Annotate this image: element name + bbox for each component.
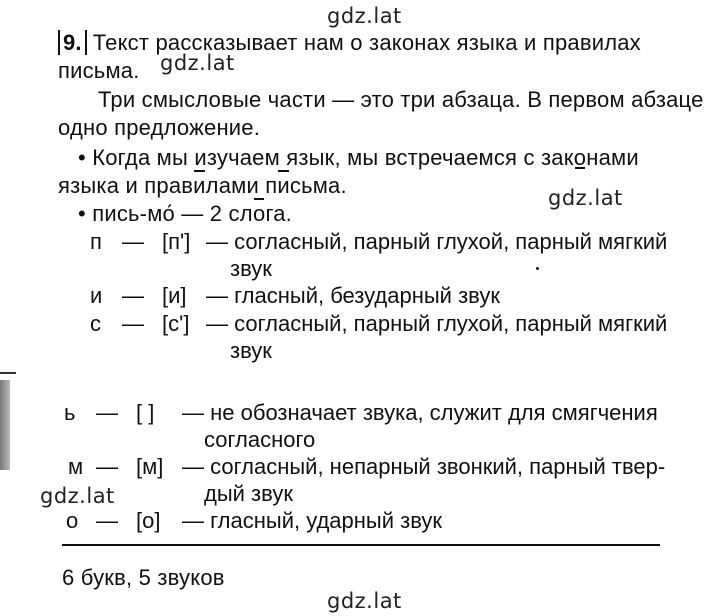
bullet-2-text-a: • пись-мо́ — 2 сл <box>78 201 254 226</box>
bullet-1-line-1 <box>78 145 639 171</box>
row-letter: п <box>90 229 102 254</box>
bullet-2-text-b: га. <box>265 201 292 226</box>
row-description: — гласный, ударный звук <box>182 508 443 533</box>
row-sound: [м] <box>136 454 164 479</box>
summary-divider <box>62 544 660 546</box>
bullet-1-text-e: сьма. <box>289 173 347 198</box>
row-sound: [п'] <box>162 229 191 254</box>
watermark-lower-left: gdz.lat <box>40 484 115 508</box>
watermark-upper-left: gdz.lat <box>160 51 235 75</box>
stray-dot <box>536 267 539 270</box>
row-description: — согласный, непарный звонкий, парный твер- <box>182 454 666 479</box>
row-letter: о <box>66 508 79 533</box>
scan-edge-shadow <box>0 380 10 470</box>
row-description: — согласный, парный глухой, парный мягкий <box>206 229 668 254</box>
row-description-cont: звук <box>230 256 272 281</box>
bullet-1-text-c: языка и прав <box>58 173 194 198</box>
row-dash: — <box>122 283 144 308</box>
intro-line-1 <box>58 30 641 56</box>
bullet-2-line <box>78 201 292 227</box>
paragraph-line-2: одно предложение. <box>58 115 261 140</box>
row-sound: [о] <box>136 508 161 533</box>
bullet-1-text-d: лами п <box>205 173 278 198</box>
row-description: — не обозначает звука, служит для смягчения <box>182 400 658 425</box>
unstressed-vowel-mark: и <box>277 173 290 198</box>
scan-margin-mark <box>0 372 16 374</box>
exercise-number: 9. <box>58 30 87 55</box>
row-sound: [ ] <box>136 400 155 425</box>
row-sound: [с'] <box>162 311 190 336</box>
intro-line-2: письма. <box>58 58 140 83</box>
row-description-cont: звук <box>230 338 272 363</box>
watermark-right: gdz.lat <box>548 186 623 210</box>
row-dash: — <box>96 400 118 425</box>
row-description: — согласный, парный глухой, парный мягкий <box>206 311 668 336</box>
watermark-bottom: gdz.lat <box>327 589 402 613</box>
row-dash: — <box>122 311 144 336</box>
row-letter: м <box>68 454 84 479</box>
row-letter: с <box>90 311 101 336</box>
row-description: — гласный, безударный звук <box>206 283 501 308</box>
row-dash: — <box>96 508 118 533</box>
bullet-1-text-b: нами <box>586 145 639 170</box>
bullet-1-line-2 <box>58 173 347 199</box>
row-sound: [и] <box>162 283 187 308</box>
unstressed-vowel-mark: и <box>193 173 206 198</box>
row-description-cont: дый звук <box>204 481 293 506</box>
unstressed-vowel-mark: о <box>573 145 587 170</box>
summary-line: 6 букв, 5 звуков <box>62 565 225 590</box>
row-description-cont: согласного <box>204 427 316 452</box>
unstressed-vowel-mark: о <box>253 201 266 226</box>
bullet-1-text-a: • Когда мы изучаем язык, мы встречаемся с зак <box>78 145 574 170</box>
paragraph-line-1: Три смысловые части — это три абзаца. В первом абзаце <box>98 87 704 112</box>
row-letter: ь <box>64 400 76 425</box>
row-dash: — <box>96 454 118 479</box>
row-letter: и <box>90 283 103 308</box>
watermark-top: gdz.lat <box>327 4 402 28</box>
intro-text-1: Текст рассказывает нам о законах языка и правилах <box>92 30 641 55</box>
row-dash: — <box>122 229 144 254</box>
